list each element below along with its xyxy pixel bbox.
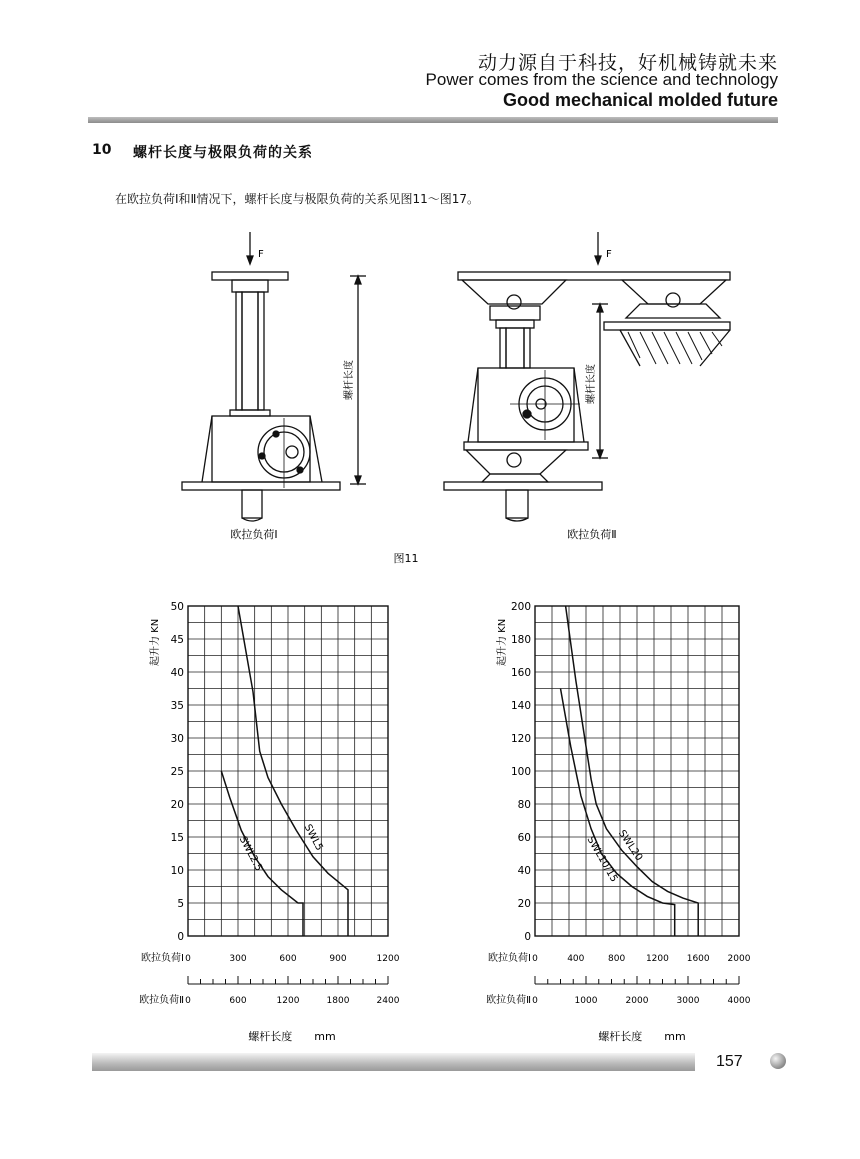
footer-rule [92,1053,695,1071]
axis1-tick-label: 900 [329,954,347,964]
case2-label: 欧拉负荷Ⅱ [567,528,617,541]
section-title: 螺杆长度与极限负荷的关系 [133,145,313,161]
axis2-label: 欧拉负荷Ⅱ [139,995,184,1006]
series-label: SWL10/15 [584,834,620,885]
y-axis-label: 起升力 KN [497,618,508,666]
header-slogan-en-bold: Good mechanical molded future [502,90,778,110]
chart-figure13 [486,601,751,1069]
charts-area [0,580,860,1050]
axis1-label: 欧拉负荷Ⅰ [141,953,184,964]
y-tick-label: 180 [510,634,531,646]
series-label: SWL2.5 [236,834,265,874]
y-tick-label: 40 [170,667,184,679]
page-dot-icon [770,1053,786,1069]
length-label-1: 螺杆长度 [344,360,355,400]
axis1-tick-label: 800 [608,954,626,964]
y-tick-label: 20 [170,799,184,811]
axis2-tick-label: 1000 [574,996,598,1006]
axis2-tick-label: 4000 [727,996,751,1006]
axis1-tick-label: 1600 [686,954,710,964]
y-tick-label: 200 [510,601,531,613]
case1-label: 欧拉负荷Ⅰ [230,528,278,541]
y-tick-label: 160 [510,667,531,679]
y-tick-label: 30 [170,733,184,745]
y-tick-label: 25 [170,766,184,778]
y-tick-label: 60 [517,832,531,844]
axis1-tick-label: 0 [532,954,538,964]
chart-figure12 [139,601,400,1069]
section-number: 10 [92,142,112,158]
y-tick-label: 5 [177,898,184,910]
header-slogan-cn: 动力源自于科技，好机械铸就未来 [477,52,778,74]
page-number: 157 [716,1053,743,1070]
axis1-tick-label: 400 [567,954,585,964]
axis2-label: 欧拉负荷Ⅱ [486,995,531,1006]
axis2-tick-label: 1800 [326,996,350,1006]
axis2-tick-label: 0 [532,996,538,1006]
y-axis-label: 起升力 KN [150,618,161,666]
force-label-2: F [606,249,612,260]
axis1-tick-label: 0 [185,954,191,964]
y-tick-label: 10 [170,865,184,877]
axis2-tick-label: 600 [229,996,247,1006]
y-tick-label: 100 [510,766,531,778]
axis2-tick-label: 1200 [276,996,300,1006]
series-label: SWL5 [301,822,325,853]
y-tick-label: 20 [517,898,531,910]
length-label-2: 螺杆长度 [586,364,597,404]
axis1-tick-label: 1200 [376,954,400,964]
y-tick-label: 15 [170,832,184,844]
chart-grid [535,606,739,936]
y-tick-label: 0 [524,931,531,943]
header-slogan-en: Power comes from the science and technology [425,70,778,89]
axis2-tick-label: 2400 [376,996,400,1006]
y-tick-label: 0 [177,931,184,943]
chart-grid [188,606,388,936]
axis2-tick-label: 0 [185,996,191,1006]
y-tick-label: 120 [510,733,531,745]
axis1-tick-label: 2000 [727,954,751,964]
series-line [561,689,675,937]
intro-text: 在欧拉负荷Ⅰ和Ⅱ情况下，螺杆长度与极限负荷的关系见图11～图17。 [115,192,479,206]
axis2-tick-label: 3000 [676,996,700,1006]
axis1-tick-label: 300 [229,954,247,964]
axis1-tick-label: 1200 [645,954,669,964]
axis1-label: 欧拉负荷Ⅰ [488,953,531,964]
y-tick-label: 50 [170,601,184,613]
axis2-tick-label: 2000 [625,996,649,1006]
y-tick-label: 40 [517,865,531,877]
x-axis-label: 螺杆长度 mm [598,1030,686,1043]
series-label: SWL20 [615,828,645,864]
y-tick-label: 140 [510,700,531,712]
x-axis-label: 螺杆长度 mm [248,1030,336,1043]
y-tick-label: 35 [170,700,184,712]
y-tick-label: 45 [170,634,184,646]
force-label-1: F [258,249,264,260]
axis1-tick-label: 600 [279,954,297,964]
figure11-caption: 图11 [393,552,419,565]
y-tick-label: 80 [517,799,531,811]
